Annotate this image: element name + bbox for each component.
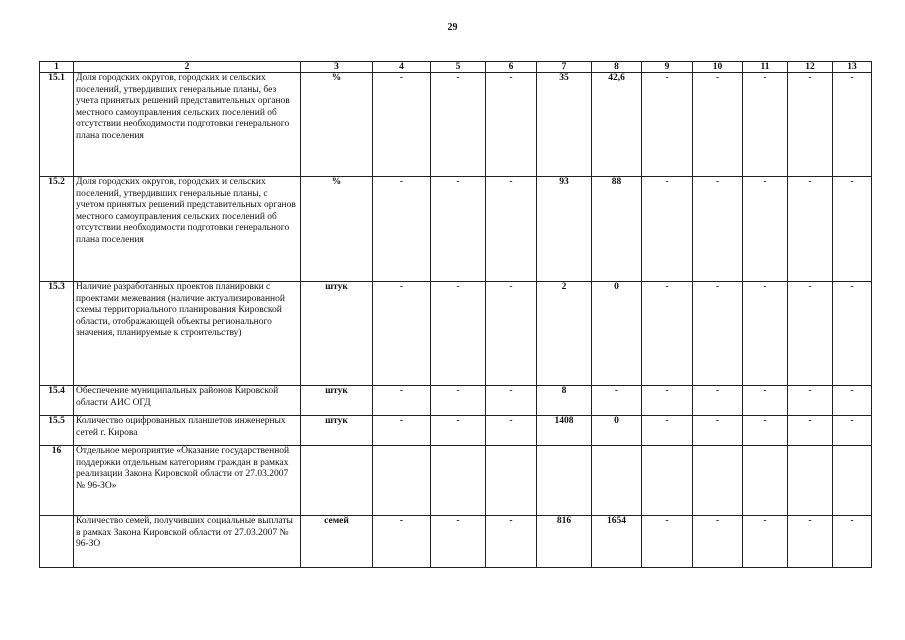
column-header: 5 [431, 62, 486, 73]
column-header: 7 [537, 62, 592, 73]
value-cell: - [833, 177, 872, 282]
column-header: 1 [40, 62, 74, 73]
value-cell: - [486, 177, 537, 282]
value-cell [833, 446, 872, 516]
value-cell: - [788, 386, 833, 416]
value-cell: - [431, 282, 486, 386]
value-cell: - [592, 386, 642, 416]
value-cell: - [788, 282, 833, 386]
indicator-name: Количество семей, получивших социальные выплаты в рамках Закона Кировской области от 27.03.2007 № 96-ЗО [74, 516, 301, 568]
value-cell: 42,6 [592, 73, 642, 177]
unit-cell: штук [301, 416, 373, 446]
value-cell: - [693, 386, 743, 416]
value-cell: - [486, 416, 537, 446]
value-cell: - [693, 177, 743, 282]
value-cell [693, 446, 743, 516]
indicator-name: Доля городских округов, городских и сельских поселений, утвердивших генеральные планы, с учетом принятых решений представительных органов местного самоуправления сельских поселений об отсутствии необходимости подготовки генерального плана поселения [74, 177, 301, 282]
row-number [40, 516, 74, 568]
row-number: 15.2 [40, 177, 74, 282]
row-number: 15.5 [40, 416, 74, 446]
value-cell: - [373, 386, 431, 416]
row-number: 15.4 [40, 386, 74, 416]
unit-cell: % [301, 73, 373, 177]
unit-cell: штук [301, 282, 373, 386]
value-cell: - [373, 516, 431, 568]
unit-cell: % [301, 177, 373, 282]
value-cell: - [486, 386, 537, 416]
value-cell: - [373, 416, 431, 446]
table-row [40, 386, 872, 416]
indicator-name: Количество оцифрованных планшетов инженерных сетей г. Кирова [74, 416, 301, 446]
value-cell: - [693, 282, 743, 386]
unit-cell: семей [301, 516, 373, 568]
value-cell: - [431, 386, 486, 416]
value-cell: - [642, 282, 693, 386]
value-cell: - [486, 282, 537, 386]
unit-cell [301, 446, 373, 516]
row-number: 15.1 [40, 73, 74, 177]
column-header: 10 [693, 62, 743, 73]
column-header: 3 [301, 62, 373, 73]
value-cell: - [642, 73, 693, 177]
value-cell: - [486, 516, 537, 568]
column-header: 8 [592, 62, 642, 73]
value-cell [431, 446, 486, 516]
unit-cell: штук [301, 386, 373, 416]
value-cell: - [642, 177, 693, 282]
table-row [40, 416, 872, 446]
value-cell: 93 [537, 177, 592, 282]
value-cell: - [431, 516, 486, 568]
value-cell: 0 [592, 282, 642, 386]
value-cell [592, 446, 642, 516]
value-cell: - [833, 416, 872, 446]
value-cell [486, 446, 537, 516]
value-cell: - [431, 416, 486, 446]
value-cell: - [373, 73, 431, 177]
value-cell: 1654 [592, 516, 642, 568]
table-row [40, 177, 872, 282]
value-cell: - [743, 416, 788, 446]
value-cell: - [373, 282, 431, 386]
column-number-header-row [40, 62, 872, 73]
value-cell: - [743, 516, 788, 568]
table-row [40, 73, 872, 177]
value-cell: - [833, 386, 872, 416]
table-row [40, 282, 872, 386]
indicator-name: Обеспечение муниципальных районов Кировской области АИС ОГД [74, 386, 301, 416]
value-cell: - [431, 177, 486, 282]
value-cell [642, 446, 693, 516]
indicator-name: Отдельное мероприятие «Оказание государственной поддержки отдельным категориям граждан в рамках реализации Закона Кировской области от 27.03.2007 № 96-ЗО» [74, 446, 301, 516]
table-row [40, 516, 872, 568]
value-cell: 816 [537, 516, 592, 568]
indicator-name: Наличие разработанных проектов планировки с проектами межевания (наличие актуализированной схемы территориального планирования Кировской области, отображающей объекты регионального значения, планируемые к строительству) [74, 282, 301, 386]
value-cell: - [642, 416, 693, 446]
value-cell: - [743, 282, 788, 386]
page-number: 29 [447, 22, 458, 33]
column-header: 9 [642, 62, 693, 73]
value-cell [743, 446, 788, 516]
value-cell [373, 446, 431, 516]
value-cell: - [788, 416, 833, 446]
indicators-table [39, 61, 872, 568]
row-number: 15.3 [40, 282, 74, 386]
column-header: 4 [373, 62, 431, 73]
value-cell: 2 [537, 282, 592, 386]
value-cell: - [833, 282, 872, 386]
value-cell: - [743, 177, 788, 282]
value-cell [537, 446, 592, 516]
value-cell: - [788, 177, 833, 282]
value-cell: - [431, 73, 486, 177]
column-header: 12 [788, 62, 833, 73]
value-cell: 0 [592, 416, 642, 446]
value-cell: - [743, 73, 788, 177]
value-cell: - [833, 516, 872, 568]
value-cell: - [642, 516, 693, 568]
column-header: 13 [833, 62, 872, 73]
row-number: 16 [40, 446, 74, 516]
value-cell: - [833, 73, 872, 177]
value-cell: - [693, 416, 743, 446]
indicator-name: Доля городских округов, городских и сельских поселений, утвердивших генеральные планы, без учета принятых решений представительных органов местного самоуправления сельских поселений об отсутствии необходимости подготовки генерального плана поселения [74, 73, 301, 177]
value-cell: - [788, 516, 833, 568]
value-cell: - [486, 73, 537, 177]
value-cell: - [693, 73, 743, 177]
value-cell: - [642, 386, 693, 416]
value-cell: 88 [592, 177, 642, 282]
column-header: 11 [743, 62, 788, 73]
table-row [40, 446, 872, 516]
value-cell: - [693, 516, 743, 568]
value-cell: 35 [537, 73, 592, 177]
value-cell: - [788, 73, 833, 177]
value-cell [788, 446, 833, 516]
value-cell: 1408 [537, 416, 592, 446]
column-header: 2 [74, 62, 301, 73]
value-cell: - [373, 177, 431, 282]
value-cell: - [743, 386, 788, 416]
column-header: 6 [486, 62, 537, 73]
value-cell: 8 [537, 386, 592, 416]
